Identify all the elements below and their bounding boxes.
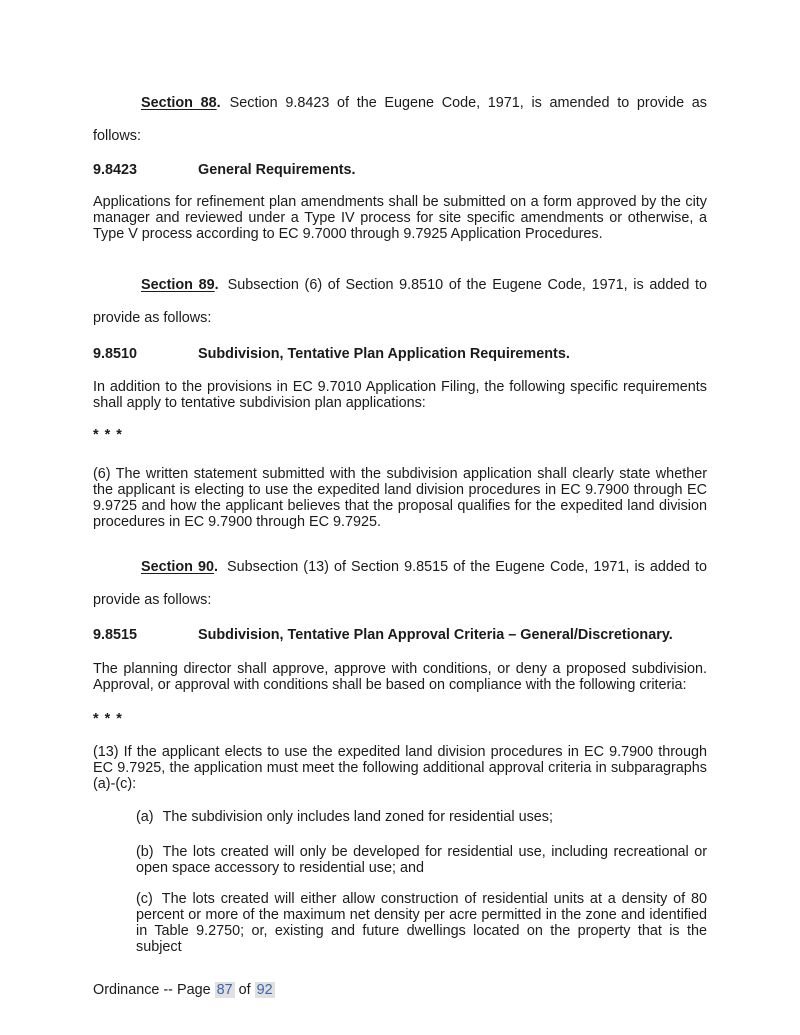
list-item-a-marker: (a) xyxy=(136,809,154,825)
section-90-intro xyxy=(93,551,707,617)
section-90-period: . xyxy=(214,559,219,575)
page-number-current: 87 xyxy=(216,982,233,998)
page-footer xyxy=(93,982,707,999)
page-number-total: 92 xyxy=(256,982,273,998)
section-90-label: Section 90 xyxy=(141,559,215,575)
list-item-b-marker: (b) xyxy=(136,844,154,860)
section-88-label: Section 88 xyxy=(141,95,217,111)
paragraph-9-8423: Applications for refinement plan amendments shall be submitted on a form approved by the city manager and reviewed under a Type IV process for site specific amendments or otherwise, a Type V process according to EC 9.7000 through 9.7925 Application Procedures. xyxy=(93,194,707,242)
heading-9-8515-title: Subdivision, Tentative Plan Approval Criteria – General/Discretionary. xyxy=(198,627,673,643)
paragraph-9-8515: The planning director shall approve, approve with conditions, or deny a proposed subdivision. Approval, or approval with conditions shall be based on compliance with the following criteria: xyxy=(93,661,707,693)
list-item-b-text: The lots created will only be developed for residential use, including recreational or open space accessory to residential use; and xyxy=(136,844,707,876)
list-item-a xyxy=(136,809,707,825)
asterisk-separator-2: * * * xyxy=(93,711,123,727)
section-88-period: . xyxy=(216,95,221,111)
heading-9-8423-title: General Requirements. xyxy=(198,162,356,178)
heading-9-8515 xyxy=(93,627,707,643)
section-89-label: Section 89 xyxy=(141,277,215,293)
section-89-intro xyxy=(93,269,707,335)
section-89-period: . xyxy=(214,277,219,293)
heading-9-8423 xyxy=(93,162,707,178)
section-88-text: Section 9.8423 of the Eugene Code, 1971, is amended to provide as follows: xyxy=(93,95,708,144)
section-90-text: Subsection (13) of Section 9.8515 of the Eugene Code, 1971, is added to provide as follows: xyxy=(93,559,708,608)
heading-9-8510 xyxy=(93,346,707,362)
section-88-intro xyxy=(93,87,707,153)
heading-9-8423-code: 9.8423 xyxy=(93,162,138,178)
paragraph-9-8510: In addition to the provisions in EC 9.7010 Application Filing, the following specific requirements shall apply to tentative subdivision plan applications: xyxy=(93,379,707,411)
list-item-c-marker: (c) xyxy=(136,891,153,907)
footer-prefix: Ordinance -- Page xyxy=(93,982,211,998)
footer-of-label: of xyxy=(238,982,251,998)
list-item-c xyxy=(136,891,707,955)
section-89-text: Subsection (6) of Section 9.8510 of the Eugene Code, 1971, is added to provide as follows: xyxy=(93,277,708,326)
list-item-c-text: The lots created will either allow construction of residential units at a density of 80 percent or more of the maximum net density per acre permitted in the zone and identified in Table 9.2750; or, existing and future dwellings located on the property that is the subject xyxy=(136,891,707,955)
asterisk-separator-1: * * * xyxy=(93,427,123,443)
heading-9-8515-code: 9.8515 xyxy=(93,627,138,643)
list-item-a-text: The subdivision only includes land zoned for residential uses; xyxy=(162,809,553,825)
list-item-b xyxy=(136,844,707,876)
paragraph-13: (13) If the applicant elects to use the expedited land division procedures in EC 9.7900 through EC 9.7925, the application must meet the following additional approval criteria in subparagraphs (a)-(c): xyxy=(93,744,707,792)
paragraph-6: (6) The written statement submitted with the subdivision application shall clearly state whether the applicant is electing to use the expedited land division procedures in EC 9.7900 through EC 9.9725 and how the applicant believes that the proposal qualifies for the expedited land division procedures in EC 9.7900 through EC 9.7925. xyxy=(93,466,707,530)
heading-9-8510-code: 9.8510 xyxy=(93,346,138,362)
heading-9-8510-title: Subdivision, Tentative Plan Application Requirements. xyxy=(198,346,570,362)
